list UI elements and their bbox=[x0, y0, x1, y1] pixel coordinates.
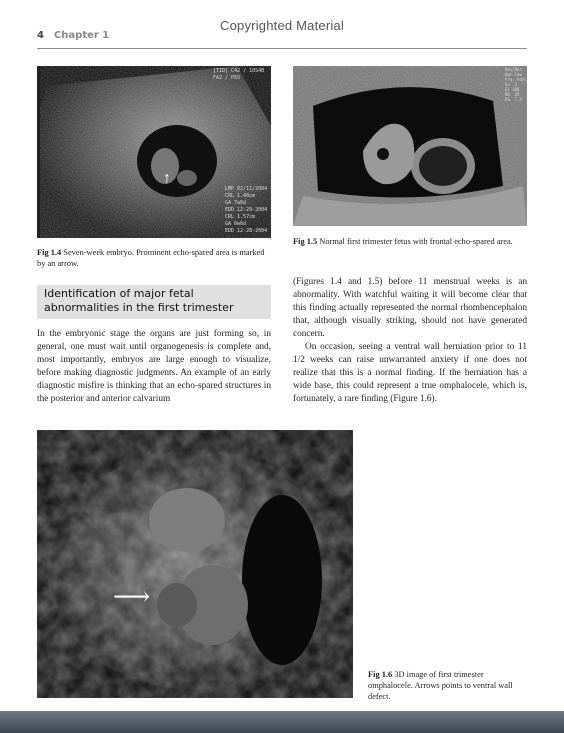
fig-1-4-text: Seven-week embryo. Prominent echo-spared area is marked by an arrow. bbox=[37, 248, 265, 268]
fig-1-4-label: Fig 1.4 bbox=[37, 248, 62, 257]
right-paragraph-2: On occasion, seeing a ventral wall herniation prior to 11 1/2 weeks can raise unwarranted anxiety if one does not realize that this is a normal finding. If the herniation has a wide base, this could represent a true omphalocele, which is, fortunately, a rare finding (Figure 1.6). bbox=[293, 342, 527, 404]
fig-1-4-ultrasound-image bbox=[37, 66, 271, 238]
right-paragraph-1: (Figures 1.4 and 1.5) before 11 menstrual weeks is an abnormality. With watchful waiting it will become clear that this finding actually represented the normal rhombencephalon that, although visually striking, should not have generated concern. bbox=[293, 277, 527, 339]
fig-1-6-text: 3D image of first trimester omphalocele. Arrows points to ventral wall defect. bbox=[368, 670, 513, 701]
page-number: 4 bbox=[37, 30, 44, 41]
fig-1-4-caption bbox=[37, 247, 271, 269]
fig-1-5-text: Normal first trimester fetus with frontal echo-spared area. bbox=[319, 237, 513, 246]
fig-1-6-3d-image bbox=[37, 430, 353, 698]
up-arrow-icon: ↑ bbox=[163, 170, 171, 187]
chapter-label: Chapter 1 bbox=[53, 30, 110, 41]
left-column-text bbox=[37, 328, 271, 406]
fig-1-4-overlay-top: [TID] C42 / 10S4B FA2 / P65 bbox=[213, 68, 265, 81]
right-column-text bbox=[293, 276, 527, 406]
right-arrow-icon: ⟶ bbox=[113, 582, 151, 611]
fig-1-5-label: Fig 1.5 bbox=[293, 237, 318, 246]
left-paragraph-1: In the embryonic stage the organs are just forming so, in general, one must wait until organogenesis is complete and, most importantly, embryos are large enough to visualize, before making diagnostic judgments. An example of an early diagnostic misfire is thinking that an echo-spared structures in the posterior and anterior calvarium bbox=[37, 329, 271, 404]
section-heading: Identification of major fetal abnormalities in the first trimester bbox=[44, 287, 234, 314]
fig-1-5-scan bbox=[293, 66, 527, 226]
fig-1-5-ultrasound-image bbox=[293, 66, 527, 226]
running-header bbox=[37, 30, 109, 41]
fig-1-5-overlay-corner: Res/Res Har-low Frq. hd/L Gn 2 E/ 180 DR 45 PS 7.5 bbox=[505, 67, 527, 102]
fig-1-4-overlay-bottom: LMP 02/11/2004 CRL 1.48cm GA 7w6d EDD 12-29-2004 CRL 1.57cm GA 0w6d EDD 12-28-2004 bbox=[225, 186, 268, 234]
header-rule bbox=[37, 48, 527, 49]
viewer-bottom-bar bbox=[0, 711, 564, 733]
fig-1-6-caption bbox=[368, 669, 528, 702]
fig-1-6-label: Fig 1.6 bbox=[368, 670, 393, 679]
fig-1-6-render bbox=[37, 430, 353, 698]
fig-1-5-caption bbox=[293, 236, 527, 247]
copyright-watermark: Copyrighted Material bbox=[220, 18, 344, 33]
